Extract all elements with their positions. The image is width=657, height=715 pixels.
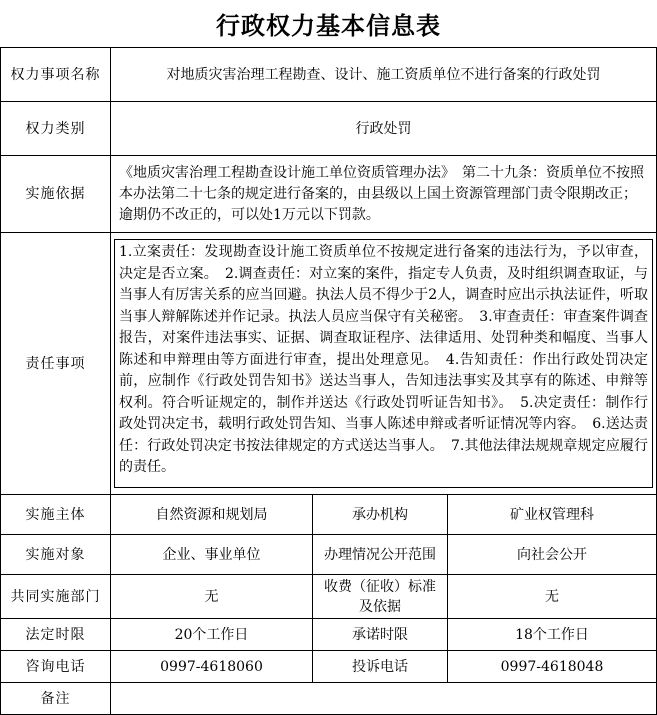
page-title: 行政权力基本信息表 [216, 11, 441, 40]
office-value: 矿业权管理科 [448, 495, 657, 535]
item-name-value: 对地质灾害治理工程勘查、设计、施工资质单位不进行备案的行政处罚 [111, 48, 657, 102]
subject-value: 自然资源和规划局 [111, 495, 313, 535]
duty-label: 责任事项 [1, 233, 111, 495]
item-name-label: 权力事项名称 [1, 48, 111, 102]
fee-value: 无 [448, 575, 657, 619]
duty-value: 1.立案责任：发现勘查设计施工资质单位不按规定进行备案的违法行为，予以审查，决定是否立案。 2.调查责任：对立案的案件，指定专人负责，及时组织调查取证，与当事人有厉害关系的应当回避。执法人员不得少于2人，调查时应出示执法证件，听取当事人辩解陈述并作记录。执法人员应当保守有关秘密。 3.审查责任：审查案件调查报告，对案件违法事实、证据、调查取证程序、法律适用、处罚种类和幅度、当事人陈述和申辩理由等方面进行审查，提出处理意见。 4.告知责任：作出行政处罚决定前，应制作《行政处罚告知书》送达当事人，告知违法事实及其享有的陈述、申辩等权利。符合听证规定的，制作并送达《行政处罚听证告知书》。 5.决定责任：制作行政处罚决定书，载明行政处罚告知、当事人陈述申辩或者听证情况等内容。 6.送达责任：行政处罚决定书按法律规定的方式送达当事人。 7.其他法律法规规章规定应履行的责任。 [114, 239, 653, 488]
row-target [1, 535, 657, 575]
target-value: 企业、事业单位 [111, 535, 313, 575]
promise-label: 承诺时限 [313, 619, 448, 651]
complaint-phone-label: 投诉电话 [313, 651, 448, 683]
basis-label: 实施依据 [1, 156, 111, 233]
complaint-phone-value: 0997-4618048 [448, 651, 657, 683]
duty-cell [111, 233, 657, 495]
row-time-limit [1, 619, 657, 651]
row-basis [1, 156, 657, 233]
consult-phone-label: 咨询电话 [1, 651, 111, 683]
row-phone [1, 651, 657, 683]
basis-value: 《地质灾害治理工程勘查设计施工单位资质管理办法》 第二十九条：资质单位不按照本办法第二十七条的规定进行备案的，由县级以上国土资源管理部门责令限期改正；逾期仍不改正的，可以处1万元以下罚款。 [111, 156, 657, 233]
consult-phone-value: 0997-4618060 [111, 651, 313, 683]
subject-label: 实施主体 [1, 495, 111, 535]
disclosure-label: 办理情况公开范围 [313, 535, 448, 575]
row-remarks [1, 683, 657, 715]
row-subject [1, 495, 657, 535]
category-label: 权力类别 [1, 102, 111, 156]
time-limit-label: 法定时限 [1, 619, 111, 651]
disclosure-value: 向社会公开 [448, 535, 657, 575]
time-limit-value: 20个工作日 [111, 619, 313, 651]
row-joint [1, 575, 657, 619]
category-value: 行政处罚 [111, 102, 657, 156]
joint-label: 共同实施部门 [1, 575, 111, 619]
fee-label: 收费（征收）标准及依据 [313, 575, 448, 619]
row-duty [1, 233, 657, 495]
joint-value: 无 [111, 575, 313, 619]
info-table [0, 47, 657, 715]
remarks-value [111, 683, 657, 715]
target-label: 实施对象 [1, 535, 111, 575]
promise-value: 18个工作日 [448, 619, 657, 651]
row-category [1, 102, 657, 156]
row-item-name [1, 48, 657, 102]
remarks-label: 备注 [1, 683, 111, 715]
office-label: 承办机构 [313, 495, 448, 535]
